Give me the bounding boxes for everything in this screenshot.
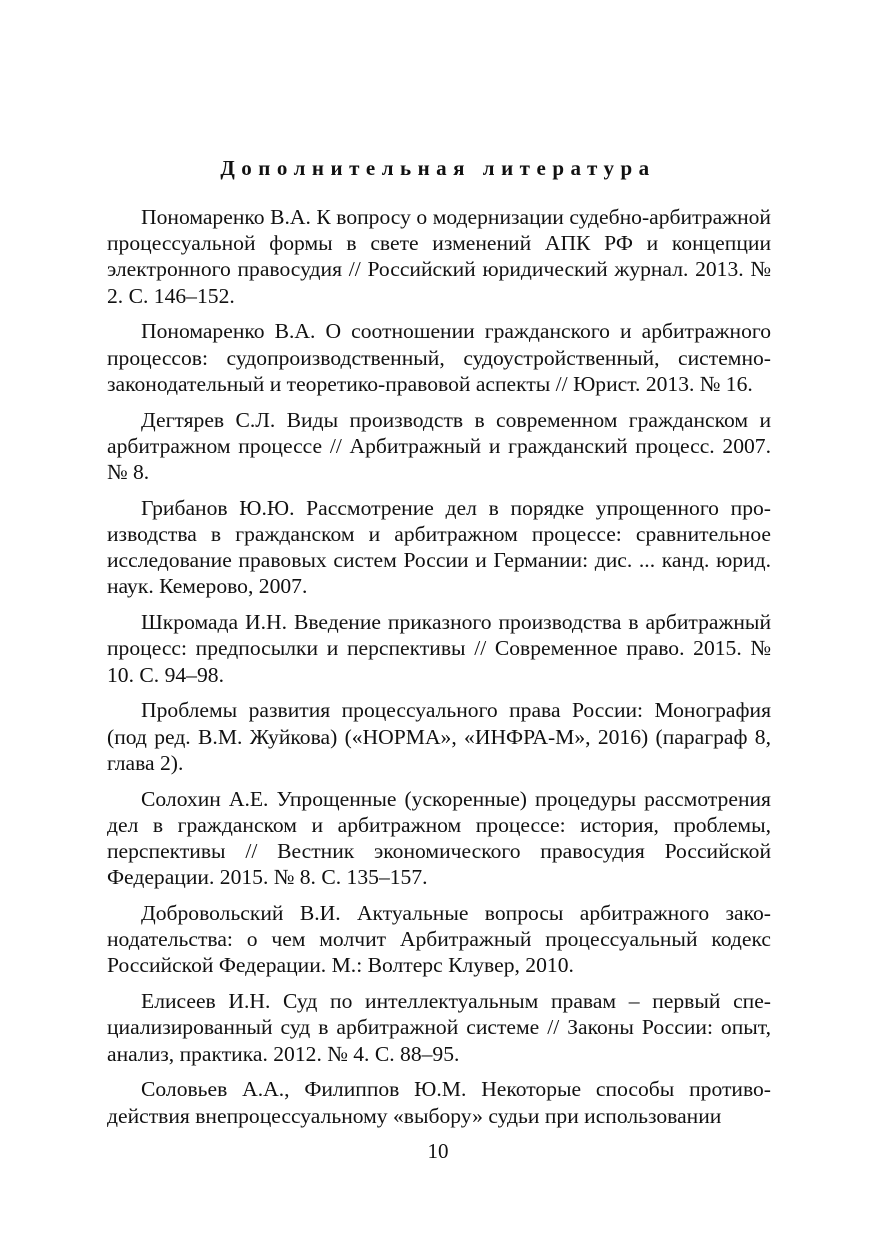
section-heading: Дополнительная литература bbox=[220, 156, 656, 180]
page-number: 10 bbox=[427, 1139, 449, 1163]
reference-item: Добровольский В.И. Актуальные вопросы арбитражного законодательства: о чем молчит Арбитражный процессуальный кодекс Российской Федерации. М.: Волтерс Клувер, 2010. bbox=[107, 901, 771, 978]
reference-item: Соловьев А.А., Филиппов Ю.М. Некоторые способы противодействия внепроцессуальному «выбору» судьи при использовании bbox=[107, 1077, 771, 1128]
reference-item: Пономаренко В.А. К вопросу о модернизации судебно-арбитражной процессуальной формы в свете изменений АПК РФ и концепции электронного правосудия // Российский юридический журнал. 2013. № 2. С. 146–152. bbox=[107, 205, 771, 308]
reference-item: Проблемы развития процессуального права России: Монография (под ред. В.М. Жуйкова) («НОРМА», «ИНФРА-М», 2016) (параграф 8, глава 2). bbox=[107, 698, 771, 775]
reference-item: Грибанов Ю.Ю. Рассмотрение дел в порядке упрощенного производства в гражданском и арбитражном процессе: сравнительное исследование правовых систем России и Германии: дис. ... канд. юрид. наук. Кемерово, 2007. bbox=[107, 495, 771, 599]
reference-item: Пономаренко В.А. О соотношении гражданского и арбитражного процессов: судопроизводственный, судоустройственный, системно-законодательный и теоретико-правовой аспекты // Юрист. 2013. № 16. bbox=[107, 319, 771, 396]
reference-list bbox=[107, 204, 771, 1129]
reference-item: Шкромада И.Н. Введение приказного производства в арбитражный процесс: предпосылки и перспективы // Современное право. 2015. № 10. С. 94–98. bbox=[107, 610, 771, 687]
reference-item: Солохин А.Е. Упрощенные (ускоренные) процедуры рассмотрения дел в гражданском и арбитражном процессе: история, проблемы, перспективы // Вестник экономического правосудия Российской Федерации. 2015. № 8. С. 135–157. bbox=[107, 786, 771, 890]
reference-item: Дегтярев С.Л. Виды производств в современном гражданском и арбитражном процессе // Арбитражный и гражданский процесс. 2007. № 8. bbox=[107, 407, 771, 485]
reference-item: Елисеев И.Н. Суд по интеллектуальным правам – первый специализированный суд в арбитражной системе // Законы России: опыт, анализ, практика. 2012. № 4. С. 88–95. bbox=[107, 989, 771, 1066]
